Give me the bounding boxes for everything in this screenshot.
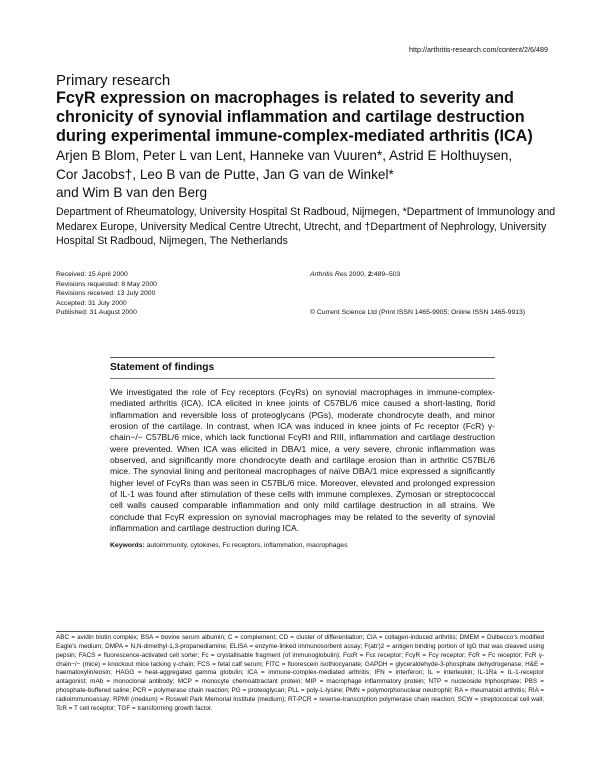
affiliation: Department of Rheumatology, University Hospital St Radboud, Nijmegen, *Department of Immunology and Medarex Europe, University Medical Centre Utrecht, Utrecht, and †Department of Nephrology, University Hospital St Radboud, Nijmegen, The Netherlands <box>56 206 556 248</box>
journal-citation <box>310 270 400 280</box>
author-list <box>56 147 556 203</box>
keywords-label: Keywords: <box>110 542 145 550</box>
authors-line: and Wim B van den Berg <box>56 185 208 200</box>
revisions-requested-date: Revisions requested: 8 May 2000 <box>56 280 157 288</box>
received-date: Received: 15 April 2000 <box>56 271 128 278</box>
journal-year: 2000, <box>348 271 366 278</box>
authors-line: Arjen B Blom, Peter L van Lent, Hanneke van Vuuren*, Astrid E Holthuysen, <box>56 148 513 163</box>
article-history <box>56 270 256 318</box>
findings-heading-rule <box>110 378 495 379</box>
journal-volume: 2: <box>367 271 374 278</box>
article-url[interactable]: http://arthritis-research.com/content/2/6/489 <box>408 45 548 54</box>
keywords-list: autoimmunity, cytokines, Fc receptors, inflammation, macrophages <box>146 542 348 550</box>
abbreviations <box>56 631 544 714</box>
copyright-notice: © Current Science Ltd (Print ISSN 1465-9905; Online ISSN 1465-9913) <box>310 309 526 316</box>
revisions-received-date: Revisions received: 13 July 2000 <box>56 290 156 298</box>
findings-text: We investigated the role of Fcγ receptors (FcγRs) on synovial macrophages in immune-complex-mediated arthritis (ICA). ICA elicited in knee joints of C57BL/6 mice caused a short-lasting, florid inflammation and reversible loss of proteoglycans (PGs), moderate chondrocyte death, and minor erosion of the cartilage. In contrast, when ICA was induced in knee joints of Fc receptor (FcR) γ-chain−/− C57BL/6 mice, which lack functional FcγRI and RIII, inflammation and cartilage destruction were prevented. When ICA was elicited in DBA/1 mice, a very severe, chronic inflammation was observed, and significantly more chondrocyte death and cartilage erosion than in arthritic C57BL/6 mice. The synovial lining and peritoneal macrophages of naïve DBA/1 mice expressed a significantly higher level of FcγRs than was seen in C57BL/6 mice. Moreover, elevated and prolonged expression of IL-1 was found after stimulation of these cells with immune complexes. Zymosan or streptococcal cell walls caused comparable inflammation and only mild cartilage destruction in all strains. We conclude that FcγR expression on synovial macrophages may be related to the severity of synovial inflammation and cartilage destruction during ICA. <box>110 387 495 534</box>
authors-line: Cor Jacobs†, Leo B van de Putte, Jan G van de Winkel* <box>56 166 394 182</box>
accepted-date: Accepted: 31 July 2000 <box>56 299 127 307</box>
keywords <box>110 542 495 549</box>
abbreviations-rule <box>56 631 544 632</box>
article-title: FcγR expression on macrophages is related to severity and chronicity of synovial inflammation and cartilage destruction during experimental immune-complex-mediated arthritis (ICA) <box>56 89 533 145</box>
statement-of-findings <box>110 357 495 549</box>
journal-name: Arthritis Res <box>310 271 348 278</box>
journal-pages: 489–503 <box>373 271 401 278</box>
findings-top-rule <box>110 357 495 358</box>
published-date: Published: 31 August 2000 <box>56 309 137 317</box>
abbreviations-text: ABC = avidin biotin complex; BSA = bovine serum albumin; C = complement; CD = cluster of differentiation; CIA = collagen-induced arthritis; DMEM = Dulbecco's modified Eagle's medium; DMPA = N,N-dimethyl-1,3-propanediamine; ELISA = enzyme-linked immunosorbent assay; F(ab')2 = antigen binding portion of IgG that was cleaved using pepsin; FACS = fluorescence-activated cell sorter; Fc = crystallisable fragment (of immunoglobulin); FcεR = Fcε receptor; FcγR = Fcγ receptor; FcR = Fc receptor; FcR γ-chain−/− (mice) = knockout mice lacking γ-chain; FCS = fetal calf serum; FITC = fluorescein isothiocyanate; GAPDH = glyceraldehyde-3-phosphate dehydrogenase; H&E = haematoxylin/eosin; HAGG = heat-aggregated gamma globulin; ICA = immune-complex-mediated arthritis; IFN = interferon; IL = interleukin; IL-1Ra = IL-1-receptor antagonist; mAb = monoclonal antibody; MCP = monocyte chemoattractant protein; MIP = macrophage inflammatory protein; NTP = nucleoside triphosphate; PBS = phosphate-buffered saline; PCR = polymerase chain reaction; PG = proteoglycan; PLL = poly-L-lysine; PMN = polymorphonuclear neutrophil; RA = rheumatoid arthritis; RIA = radioimmunoassay; RPMI (medium) = Roswell Park Memorial Institute (medium); RT-PCR = reverse-transcription polymerase chain reaction; SCW = streptococcal cell wall; TcR = T cell receptor; TGF = transforming growth factor. <box>56 634 544 712</box>
findings-heading: Statement of findings <box>110 362 215 373</box>
section-label: Primary research <box>56 72 171 89</box>
